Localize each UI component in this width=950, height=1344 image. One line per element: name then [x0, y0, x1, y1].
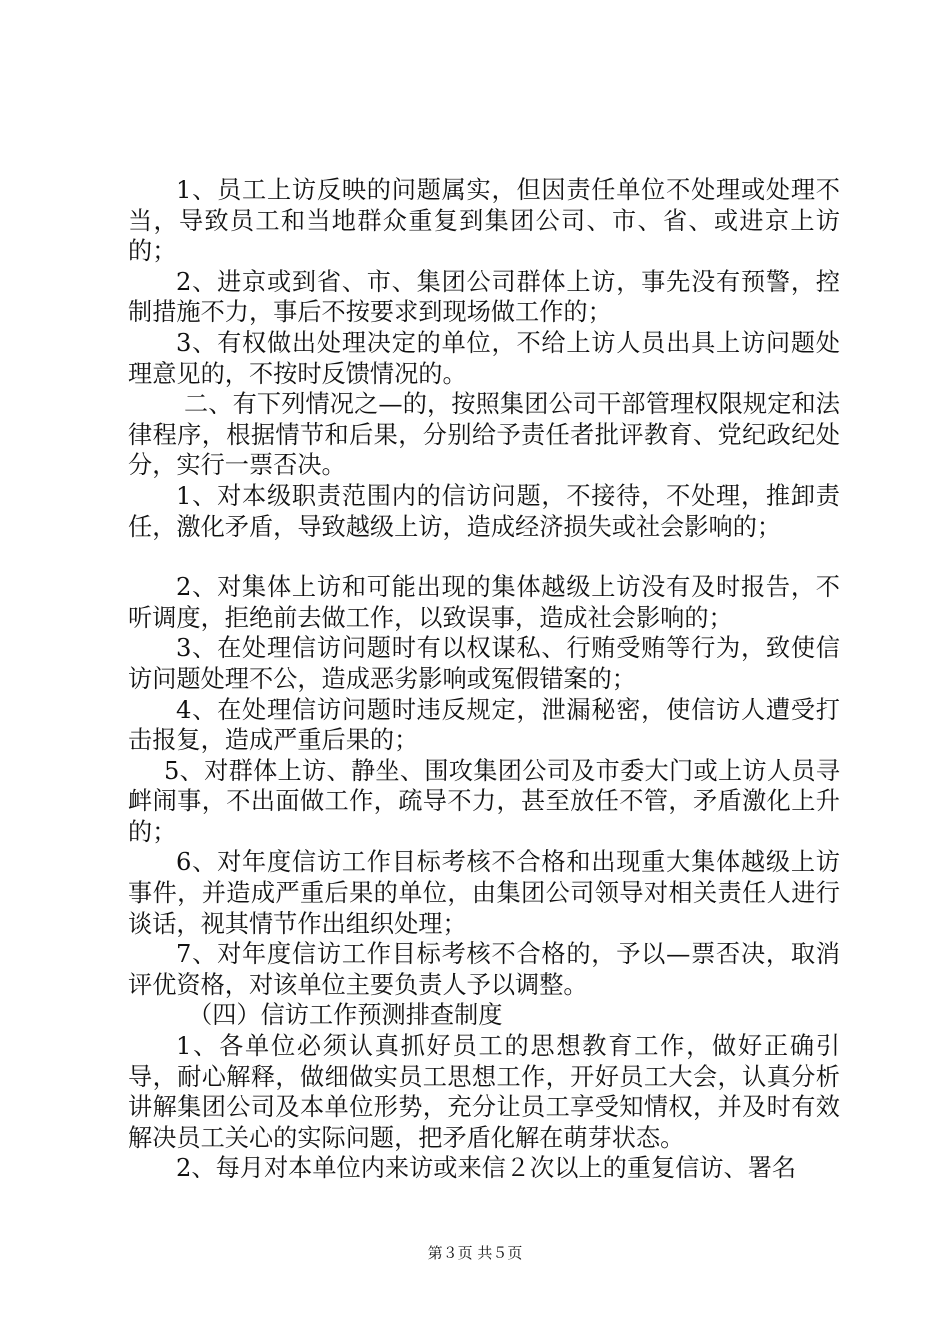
paragraph-3: 3、有权做出处理决定的单位，不给上访人员出具上访问题处理意见的，不按时反馈情况的。 [128, 328, 840, 388]
paragraph-10: 6、对年度信访工作目标考核不合格和出现重大集体越级上访事件，并造成严重后果的单位，由集团公司领导对相关责任人进行谈话，视其情节作出组织处理； [128, 848, 840, 938]
paragraph-9: 5、对群体上访、静坐、围攻集团公司及市委大门或上访人员寻衅闹事，不出面做工作，疏导不力，甚至放任不管，矛盾激化上升的； [128, 756, 840, 846]
paragraph-14: 2、每月对本单位内来访或来信２次以上的重复信访、署名 [176, 1154, 797, 1183]
paragraph-5: 1、对本级职责范围内的信访问题，不接待，不处理，推卸责任，激化矛盾，导致越级上访，造成经济损失或社会影响的； [128, 481, 840, 541]
paragraph-7: 3、在处理信访问题时有以权谋私、行贿受贿等行为，致使信访问题处理不公，造成恶劣影响或冤假错案的； [128, 634, 840, 693]
section-heading-2: 二、有下列情况之—的，按照集团公司干部管理权限规定和法律程序，根据情节和后果，分别给予责任者批评教育、党纪政纪处分，实行一票否决。 [128, 390, 840, 480]
paragraph-13: 1、各单位必须认真抓好员工的思想教育工作，做好正确引导，耐心解释，做细做实员工思想工作，开好员工大会，认真分析讲解集团公司及本单位形势，充分让员工享受知情权，并及时有效解决员工关心的实际问题，把矛盾化解在萌芽状态。 [128, 1032, 840, 1152]
paragraph-2: 2、进京或到省、市、集团公司群体上访，事先没有预警，控制措施不力，事后不按要求到现场做工作的； [128, 267, 840, 327]
paragraph-1: 1、员工上访反映的问题属实，但因责任单位不处理或处理不当，导致员工和当地群众重复到集团公司、市、省、或进京上访的； [128, 176, 840, 266]
paragraph-6: 2、对集体上访和可能出现的集体越级上访没有及时报告，不听调度，拒绝前去做工作，以致误事，造成社会影响的； [128, 573, 840, 632]
page-footer [0, 1243, 950, 1263]
paragraph-8: 4、在处理信访问题时违反规定，泄漏秘密，使信访人遭受打击报复，造成严重后果的； [128, 695, 840, 755]
section-heading-4: （四）信访工作预测排查制度 [188, 1001, 503, 1030]
document-body [128, 175, 840, 1184]
page-number-label: 第３页 共５页 [427, 1244, 523, 1262]
paragraph-11: 7、对年度信访工作目标考核不合格的，予以—票否决，取消评优资格，对该单位主要负责人予以调整。 [128, 940, 840, 999]
